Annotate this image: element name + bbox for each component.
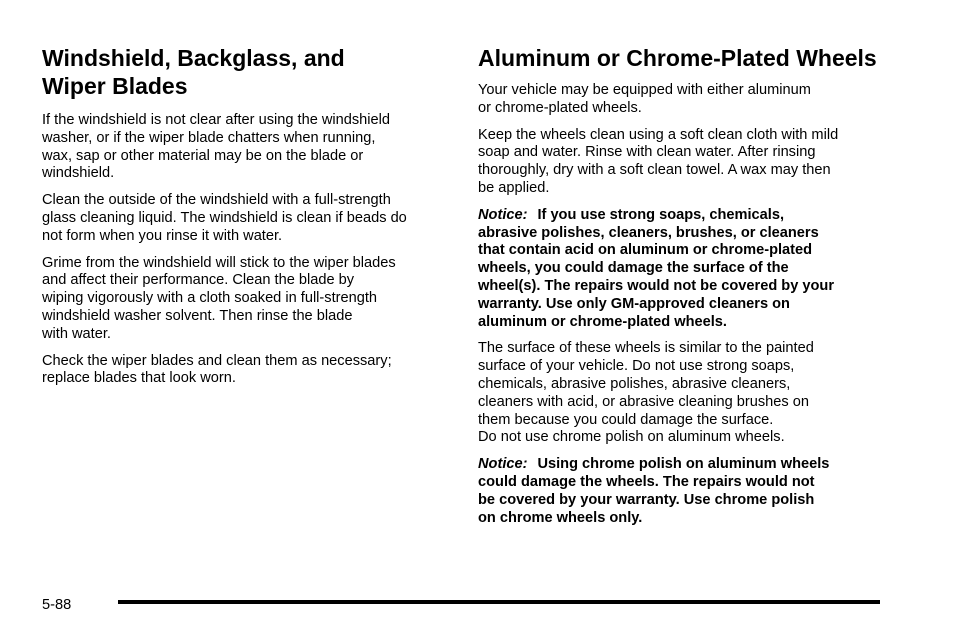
- paragraph-wheels-2: Keep the wheels clean using a soft clean cloth with mild soap and water. Rinse with clean water. After rinsing thoroughly, dry with a soft clean towel. A wax may then be applied.: [478, 126, 839, 196]
- section-title-wheels: Aluminum or Chrome-Plated Wheels: [478, 45, 877, 71]
- notice-text-2: Using chrome polish on aluminum wheels could damage the wheels. The repairs would not be covered by your warranty. Use chrome polish on chrome wheels only.: [478, 456, 830, 526]
- notice-block-1: [478, 207, 888, 332]
- notice-label-2: Notice:: [478, 456, 528, 473]
- notice-label-1: Notice:: [478, 206, 528, 223]
- notice-text-1: If you use strong soaps, chemicals, abrasive polishes, cleaners, brushes, or cleaners that contain acid on aluminum or chrome-plated wheels, you could damage the surface of the wheel(s). The repairs would not be covered by your warranty. Use only GM-approved cleaners on aluminum or chrome-plated wheels.: [478, 206, 835, 330]
- paragraph-windshield-3: Grime from the windshield will stick to the wiper blades and affect their performance. Clean the blade by wiping vigorously with a cloth soaked in full-strength windshield washer solvent. Then rinse the blade with water.: [42, 254, 396, 342]
- footer-rule: [118, 600, 880, 604]
- paragraph-windshield-1: If the windshield is not clear after using the windshield washer, or if the wiper blade chatters when running, wax, sap or other material may be on the blade or windshield.: [42, 112, 391, 182]
- paragraph-windshield-2: Clean the outside of the windshield with a full-strength glass cleaning liquid. The windshield is clean if beads do not form when you rinse it with water.: [42, 192, 407, 244]
- left-column: [42, 44, 452, 397]
- right-column: [478, 44, 888, 536]
- paragraph-wheels-1: Your vehicle may be equipped with either aluminum or chrome-plated wheels.: [478, 82, 811, 116]
- paragraph-wheels-3: The surface of these wheels is similar to the painted surface of your vehicle. Do not use strong soaps, chemicals, abrasive polishes, abrasive cleaners, cleaners with acid, or abrasive cleaning brushes on them because you could damage the surface. Do not use chrome polish on aluminum wheels.: [478, 340, 814, 446]
- section-title-windshield: Windshield, Backglass, and Wiper Blades: [42, 45, 345, 99]
- page-number: 5-88: [42, 597, 72, 613]
- paragraph-windshield-4: Check the wiper blades and clean them as necessary; replace blades that look worn.: [42, 352, 392, 387]
- notice-block-2: [478, 456, 888, 527]
